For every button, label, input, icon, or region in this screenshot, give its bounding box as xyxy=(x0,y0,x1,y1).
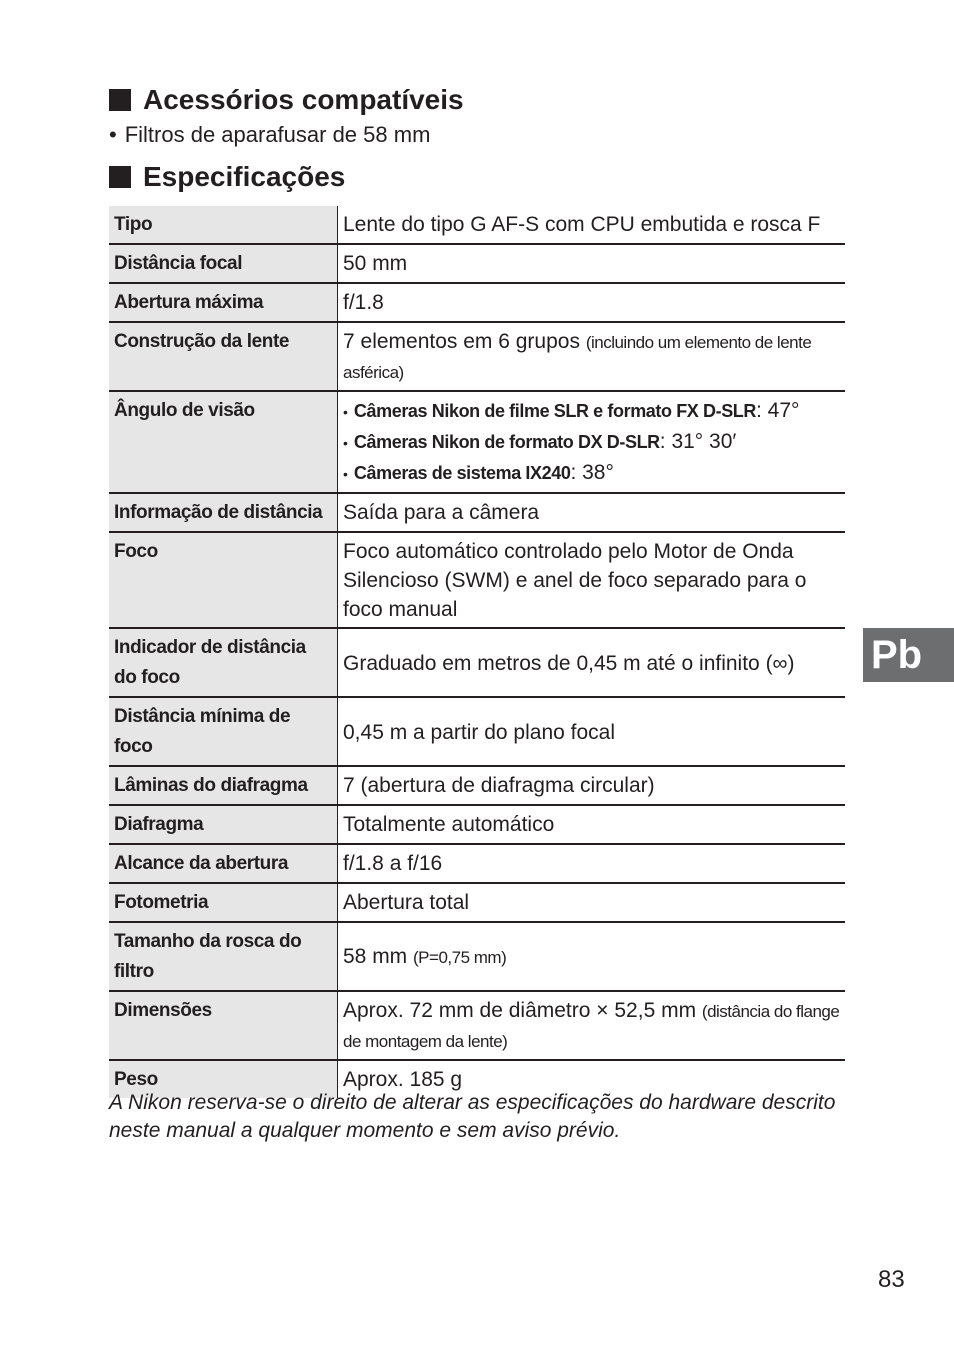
angle-value: : 47° xyxy=(756,399,800,422)
accessories-title: Acessórios compatíveis xyxy=(143,84,464,115)
row-value-cell xyxy=(338,991,846,1060)
row-label: Alcance da abertura xyxy=(109,844,338,883)
camera-type: Câmeras Nikon de formato DX D-SLR xyxy=(353,432,660,452)
row-value: Saída para a câmera xyxy=(338,493,846,532)
table-row xyxy=(109,206,845,244)
table-row xyxy=(109,883,845,922)
table-row xyxy=(109,991,845,1060)
row-value-cell xyxy=(338,922,846,991)
angle-of-view-list xyxy=(343,396,840,489)
bullet-icon: • xyxy=(343,435,348,451)
row-label: Ângulo de visão xyxy=(109,391,338,493)
row-value: Aprox. 185 g xyxy=(343,1068,463,1091)
row-value: 7 elementos em 6 grupos xyxy=(343,330,586,353)
table-row xyxy=(109,322,845,391)
table-row xyxy=(109,391,845,493)
row-value-cell xyxy=(338,322,846,391)
row-label: Dimensões xyxy=(109,991,338,1060)
accessories-item-text: Filtros de aparafusar de 58 mm xyxy=(124,122,431,147)
specifications-title: Especificações xyxy=(143,161,346,192)
row-value-note: (incluindo um elemento de lente asférica) xyxy=(343,333,812,382)
camera-type: Câmeras de sistema IX240 xyxy=(353,463,571,483)
bullet-icon: • xyxy=(109,122,117,147)
row-value: Totalmente automático xyxy=(338,805,846,844)
row-label: Informação de distância xyxy=(109,493,338,532)
row-label: Tipo xyxy=(109,206,338,244)
row-value: Aprox. 72 mm de diâmetro × 52,5 mm xyxy=(343,999,702,1022)
angle-value: : 31° 30′ xyxy=(659,430,737,453)
table-row xyxy=(109,766,845,805)
camera-type: Câmeras Nikon de filme SLR e formato FX D-SLR xyxy=(353,401,756,421)
row-value-note: (distância do flange de montagem da lente) xyxy=(343,1002,840,1051)
row-label: Foco xyxy=(109,532,338,628)
specifications-heading xyxy=(109,161,345,193)
specifications-table xyxy=(109,206,845,1098)
row-value: f/1.8 xyxy=(338,283,846,322)
list-item xyxy=(343,427,840,458)
row-label: Abertura máxima xyxy=(109,283,338,322)
row-value-cell xyxy=(338,391,846,493)
row-label: Diafragma xyxy=(109,805,338,844)
angle-value: : 38° xyxy=(570,461,614,484)
row-value: Lente do tipo G AF-S com CPU embutida e rosca F xyxy=(338,206,846,244)
table-row xyxy=(109,493,845,532)
list-item xyxy=(343,396,840,427)
table-row xyxy=(109,628,845,697)
row-value: 58 mm xyxy=(343,945,414,968)
accessories-heading xyxy=(109,84,464,116)
table-row xyxy=(109,844,845,883)
row-label: Tamanho da rosca do filtro xyxy=(109,922,338,991)
square-bullet-icon xyxy=(109,89,131,111)
row-label: Peso xyxy=(109,1060,338,1098)
row-value-note: (P=0,75 mm) xyxy=(413,948,507,967)
language-tab: Pb xyxy=(863,628,954,682)
row-value: Graduado em metros de 0,45 m até o infinito (∞) xyxy=(338,628,846,697)
row-label: Lâminas do diafragma xyxy=(109,766,338,805)
row-label: Fotometria xyxy=(109,883,338,922)
row-value: 0,45 m a partir do plano focal xyxy=(338,697,846,766)
row-label: Indicador de distância do foco xyxy=(109,628,338,697)
bullet-icon: • xyxy=(343,404,348,420)
square-bullet-icon xyxy=(109,166,131,188)
list-item xyxy=(343,458,840,489)
row-value: 50 mm xyxy=(338,244,846,283)
row-value: 7 (abertura de diafragma circular) xyxy=(338,766,846,805)
row-value: Abertura total xyxy=(338,883,846,922)
table-row xyxy=(109,532,845,628)
table-row xyxy=(109,283,845,322)
accessories-list-item xyxy=(109,122,430,148)
disclaimer-footnote: A Nikon reserva-se o direito de alterar as especificações do hardware descrito neste manual a qualquer momento e sem aviso prévio. xyxy=(109,1091,836,1142)
row-value: Foco automático controlado pelo Motor de Onda Silencioso (SWM) e anel de foco separado para o foco manual xyxy=(338,532,846,628)
row-label: Distância mínima de foco xyxy=(109,697,338,766)
page-number: 83 xyxy=(878,1266,905,1293)
row-value: f/1.8 a f/16 xyxy=(338,844,846,883)
row-label: Construção da lente xyxy=(109,322,338,391)
bullet-icon: • xyxy=(343,466,348,482)
row-label: Distância focal xyxy=(109,244,338,283)
table-row xyxy=(109,922,845,991)
table-row xyxy=(109,697,845,766)
table-row xyxy=(109,805,845,844)
table-row xyxy=(109,244,845,283)
